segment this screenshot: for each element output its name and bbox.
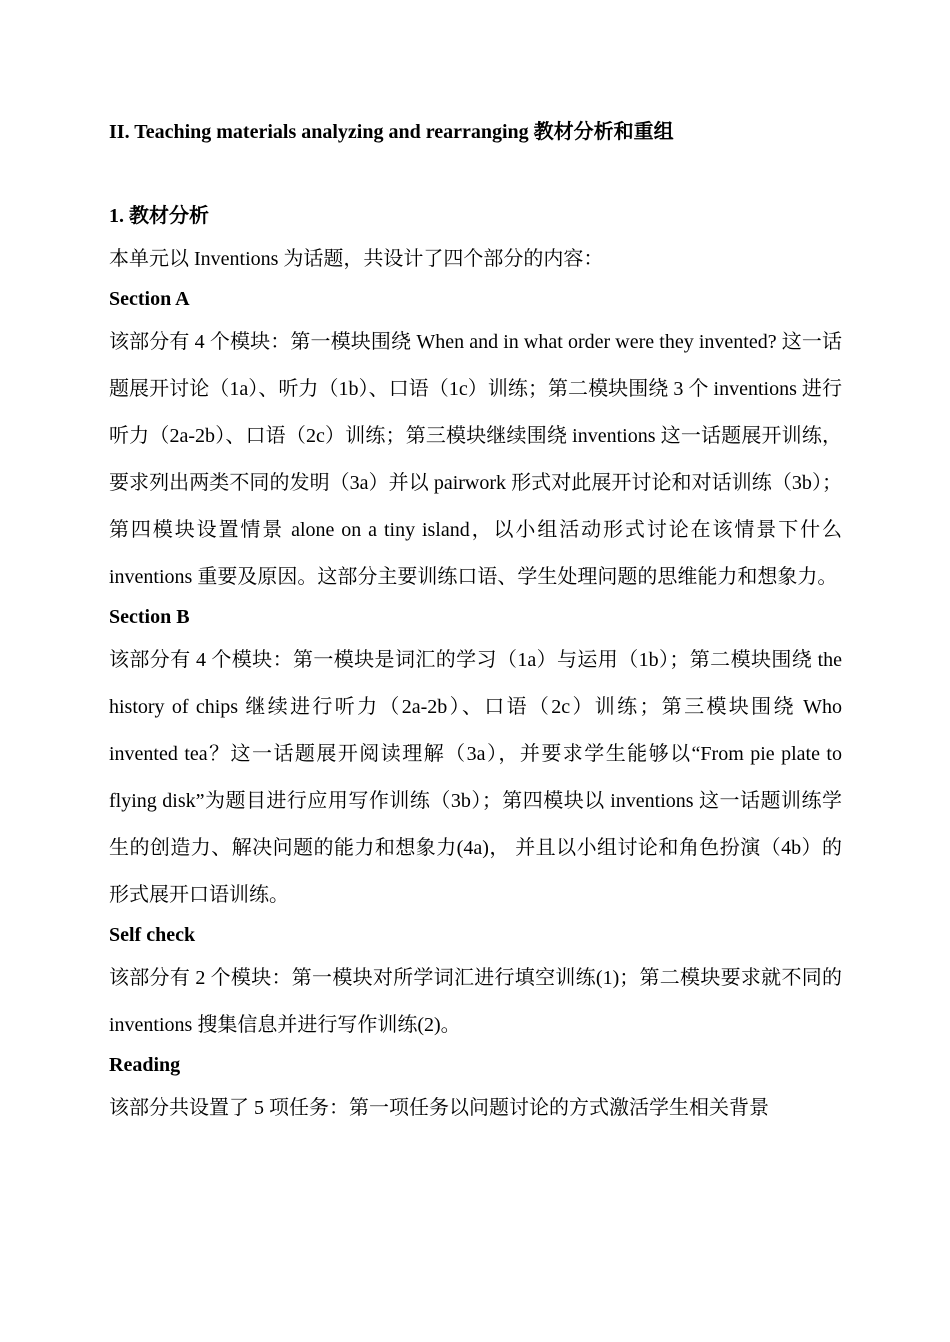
section-a-body: 该部分有 4 个模块：第一模块围绕 When and in what order were they invented? 这一话题展开讨论（1a）、听力（1b）、口语（1c）训练；第二模块围绕 3 个 inventions 进行听力（2a-2b）、口语（2c）训练；第三模块继续围绕 inventions 这一话题展开训练，要求列出两类不同的发明（3a）并以 pairwork 形式对此展开讨论和对话训练（3b）；第四模块设置情景 alone on a tiny island，以小组活动形式讨论在该情景下什么 inventions 重要及原因。这部分主要训练口语、学生处理问题的思维能力和想象力。 xyxy=(109,331,842,588)
section-b-title: Section B xyxy=(109,606,190,628)
section-b-body: 该部分有 4 个模块：第一模块是词汇的学习（1a）与运用（1b）；第二模块围绕 the history of chips 继续进行听力（2a-2b）、口语（2c）训练；第三模块围绕 Who invented tea？这一话题展开阅读理解（3a），并要求学生能够以“From pie plate to flying disk”为题目进行应用写作训练（3b）；第四模块以 inventions 这一话题训练学生的创造力、解决问题的能力和想象力(4a)， 并且以小组讨论和角色扮演（4b）的形式展开口语训练。 xyxy=(109,649,842,906)
self-check-body: 该部分有 2 个模块：第一模块对所学词汇进行填空训练(1)；第二模块要求就不同的 inventions 搜集信息并进行写作训练(2)。 xyxy=(109,967,842,1036)
main-heading: II. Teaching materials analyzing and rearranging 教材分析和重组 xyxy=(109,121,674,143)
section-a-title: Section A xyxy=(109,288,190,310)
sub-heading: 1. 教材分析 xyxy=(109,205,209,227)
self-check-title: Self check xyxy=(109,924,196,946)
reading-body: 该部分共设置了 5 项任务：第一项任务以问题讨论的方式激活学生相关背景 xyxy=(109,1097,769,1119)
reading-title: Reading xyxy=(109,1054,181,1076)
intro-paragraph: 本单元以 Inventions 为话题，共设计了四个部分的内容： xyxy=(109,248,604,270)
document-page xyxy=(109,118,842,1132)
